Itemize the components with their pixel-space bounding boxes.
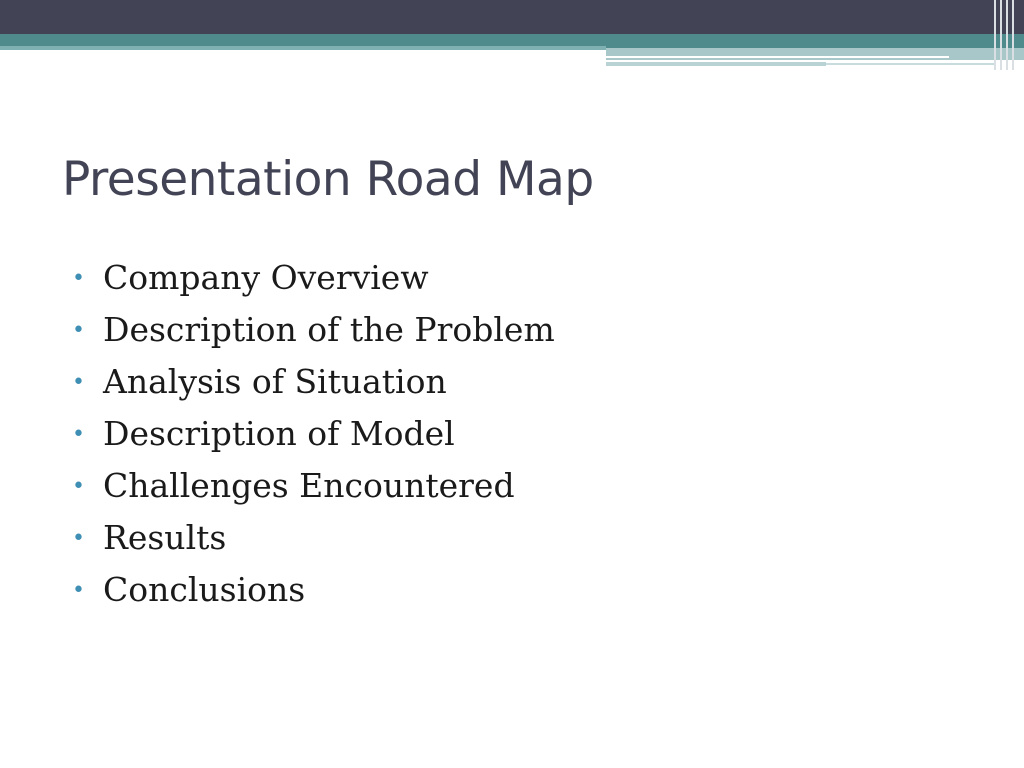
bullet-text: Description of Model xyxy=(103,414,455,453)
header-stripe xyxy=(1006,0,1008,70)
bullet-text: Analysis of Situation xyxy=(103,362,447,401)
bullet-text: Company Overview xyxy=(103,258,429,297)
bullet-dot-icon: • xyxy=(72,422,85,447)
header-stripe xyxy=(994,0,996,70)
bullet-item xyxy=(72,362,555,414)
bullet-text: Challenges Encountered xyxy=(103,466,515,505)
bullet-text: Results xyxy=(103,518,227,557)
bullet-text: Conclusions xyxy=(103,570,306,609)
bullet-dot-icon: • xyxy=(72,318,85,343)
bullet-item xyxy=(72,570,555,622)
header-right-accent-line xyxy=(606,62,826,66)
header-right-stripes xyxy=(990,0,1024,70)
bullet-dot-icon: • xyxy=(72,474,85,499)
bullet-dot-icon: • xyxy=(72,578,85,603)
bullet-item xyxy=(72,466,555,518)
bullet-dot-icon: • xyxy=(72,526,85,551)
header-light-teal-line xyxy=(0,46,606,50)
header-right-accent-block xyxy=(606,48,1024,60)
bullet-item xyxy=(72,258,555,310)
bullet-dot-icon: • xyxy=(72,370,85,395)
bullet-item xyxy=(72,310,555,362)
bullet-item xyxy=(72,414,555,466)
header-dark-band xyxy=(0,0,1024,34)
header-right-accent-line xyxy=(606,56,949,58)
bullet-dot-icon: • xyxy=(72,266,85,291)
bullet-list xyxy=(72,258,555,622)
bullet-text: Description of the Problem xyxy=(103,310,555,349)
header-stripe xyxy=(1000,0,1002,70)
header-right-accent-line xyxy=(826,63,996,65)
header-stripe xyxy=(1012,0,1014,70)
slide-title: Presentation Road Map xyxy=(62,152,594,207)
bullet-item xyxy=(72,518,555,570)
